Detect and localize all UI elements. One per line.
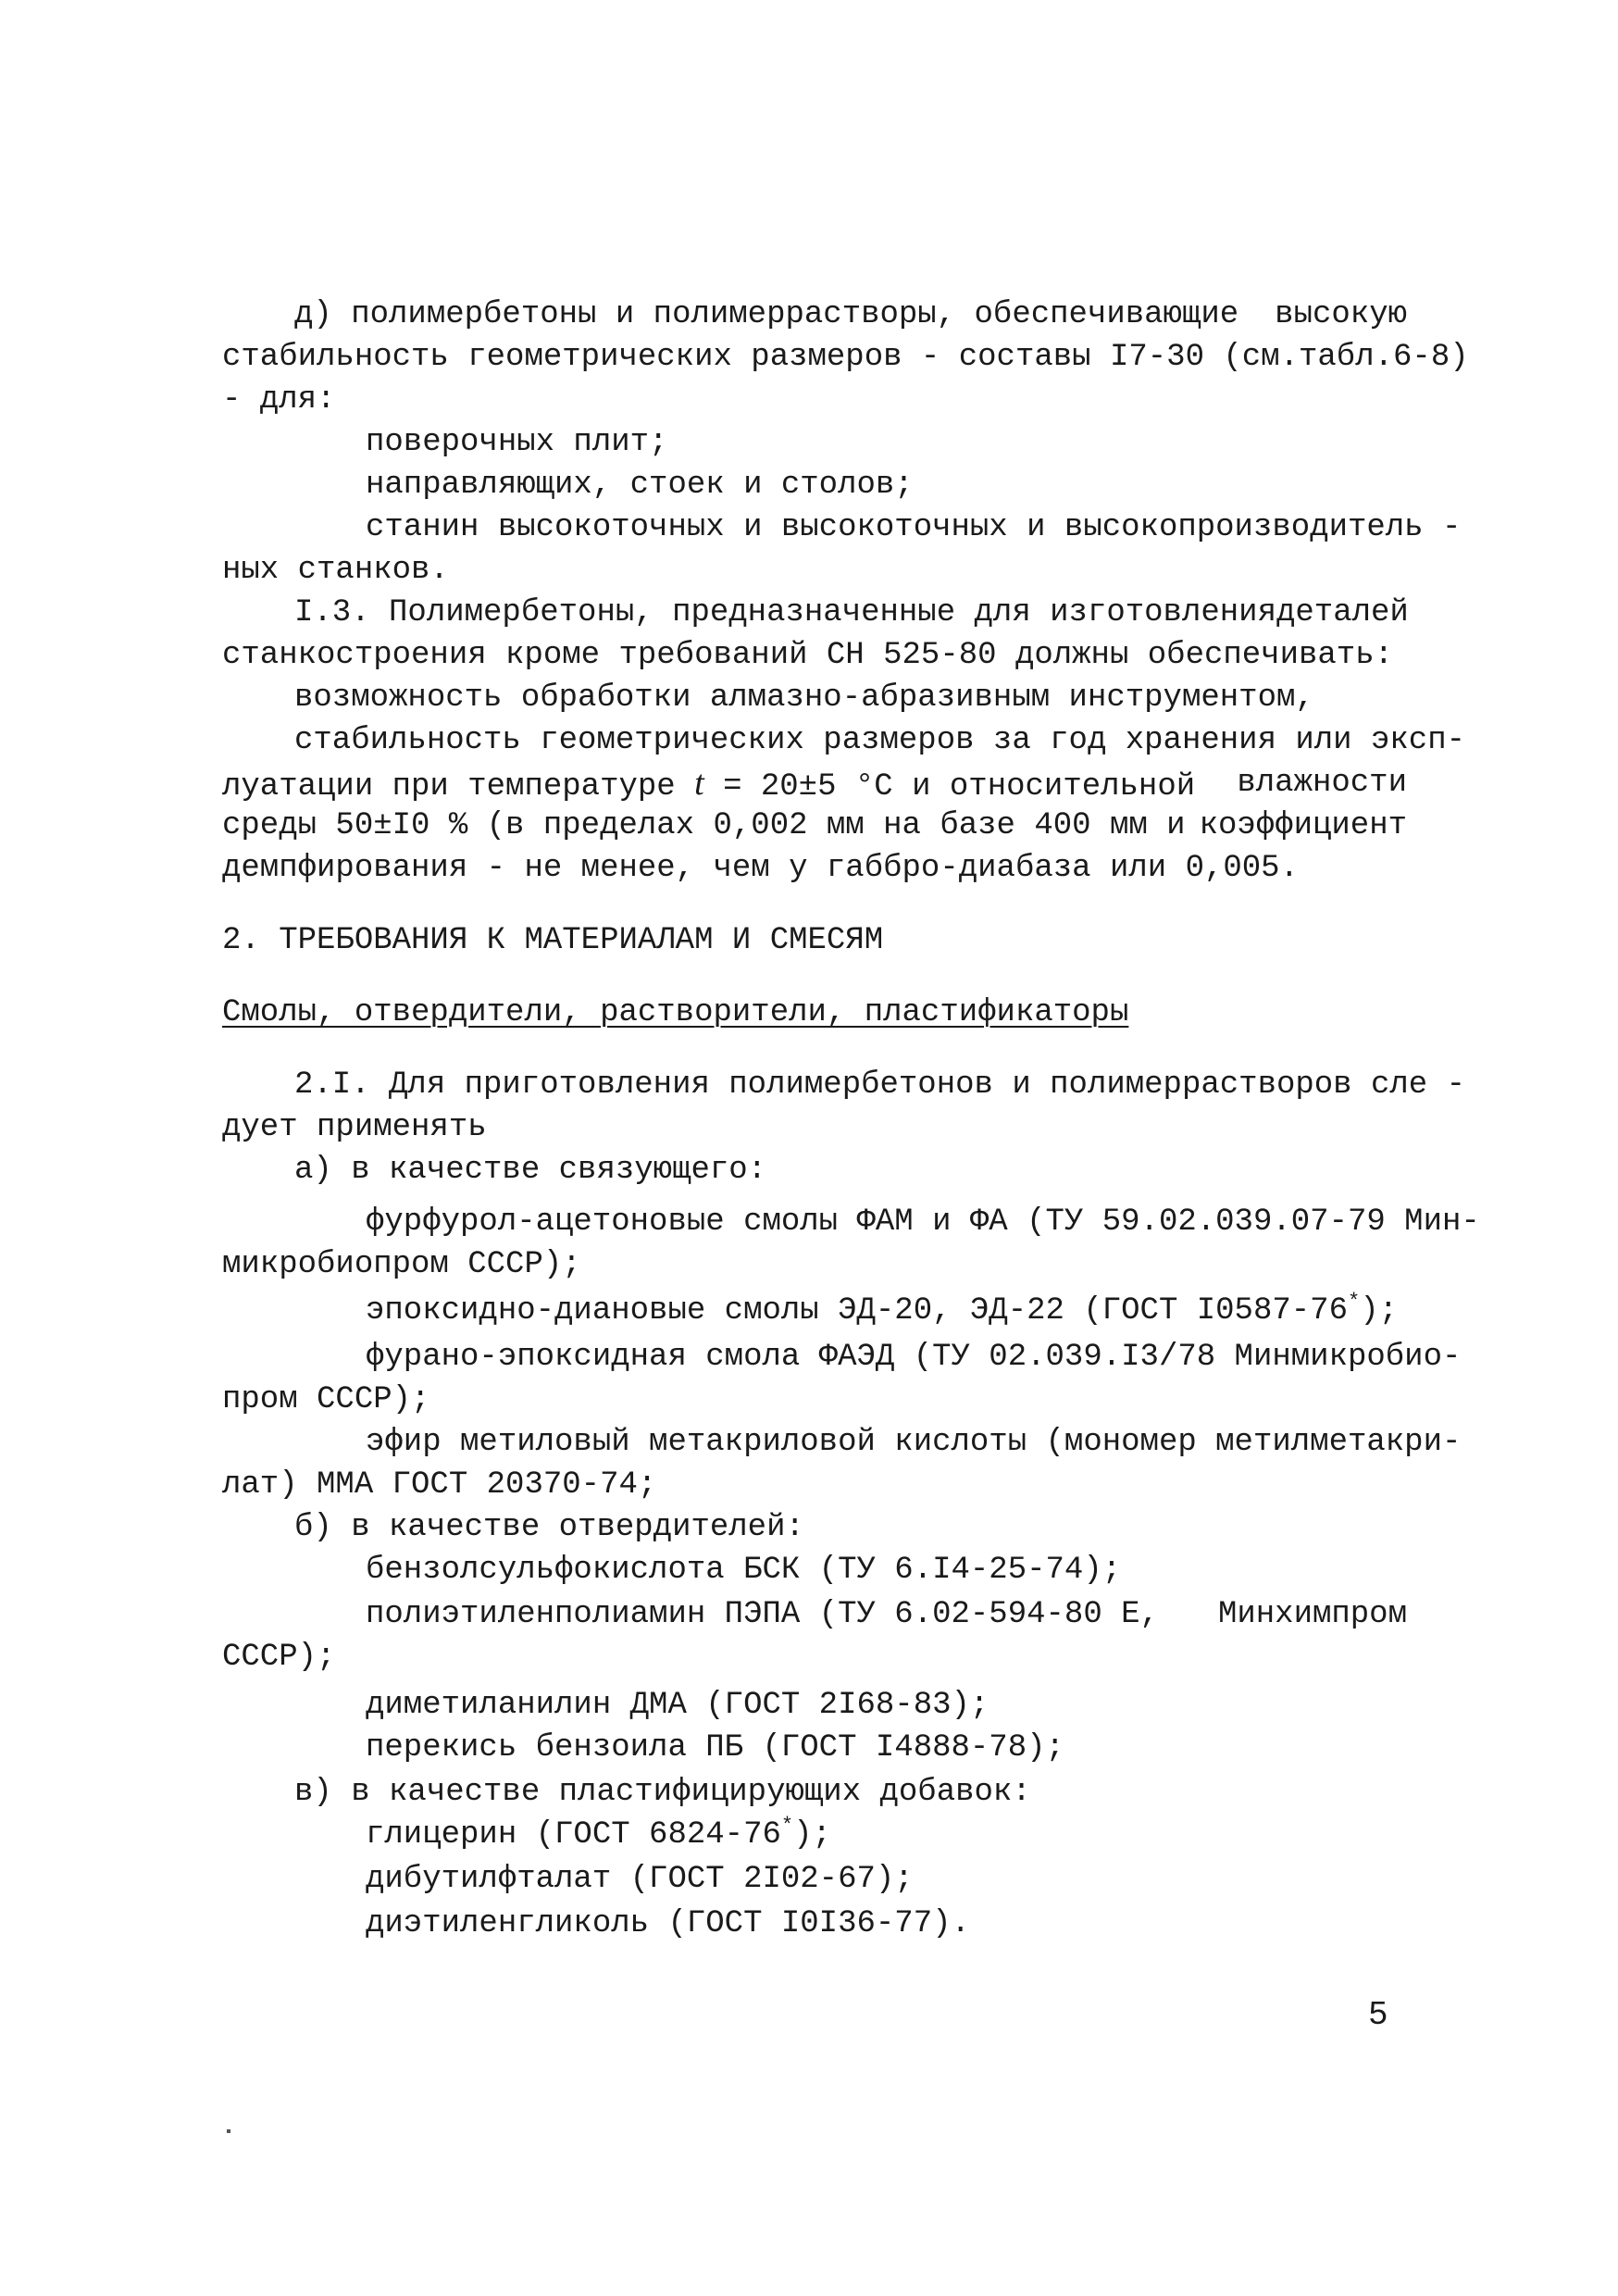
list-a-item-cont: лат) ММА ГОСТ 20370-74;	[222, 1467, 657, 1503]
item-d-line1	[294, 294, 1407, 335]
page-number: 5	[1368, 1996, 1388, 2034]
item-d-text-end: высокую	[1275, 297, 1407, 332]
list-v-heading: в) в качестве пластифицирующих добавок:	[294, 1775, 1031, 1810]
list-a-heading: а) в качестве связующего:	[294, 1153, 767, 1188]
scan-speck	[227, 2129, 230, 2133]
list-a-item: фурано-эпоксидная смола ФАЭД (ТУ 02.039.I3/78 Минмикробио-	[366, 1340, 1462, 1375]
item-d-text: д) полимербетоны и полимеррастворы, обеспечивающие	[294, 297, 1239, 332]
p13-text: I.3. Полимербетоны, предназначенные для изготовления	[294, 595, 1276, 630]
list-a-item-cont: пром СССР);	[222, 1382, 430, 1417]
list-a-item: фурфурол-ацетоновые смолы ФАМ и ФА (ТУ 59.02.039.07-79 Мин-	[366, 1204, 1480, 1240]
p13-line5-text	[222, 763, 1195, 807]
paragraph-1-3-line3: возможность обработки алмазно-абразивным инструментом,	[294, 680, 1314, 716]
list-b-item	[366, 1594, 1407, 1635]
a-2-text: эпоксидно-диановые смолы ЭД-20, ЭД-22 (ГОСТ I0587-76	[366, 1293, 1348, 1329]
p13-text-end: деталей	[1276, 595, 1409, 630]
item-d-line3: - для:	[222, 382, 336, 418]
p13-line6-end: коэффициент	[1199, 808, 1407, 843]
list-b-item: бензолсульфокислота БСК (ТУ 6.I4-25-74);	[366, 1553, 1122, 1588]
footnote-mark: *	[1347, 1290, 1361, 1314]
temperature-symbol: t	[694, 764, 704, 803]
subheading: Смолы, отвердители, растворители, пластификаторы	[222, 995, 1129, 1030]
list-v-item: диэтиленгликоль (ГОСТ I0I36-77).	[366, 1906, 970, 1941]
footnote-mark: *	[780, 1814, 794, 1838]
list-v-item: дибутилфталат (ГОСТ 2I02-67);	[366, 1862, 914, 1897]
list-v-item	[366, 1815, 831, 1855]
list-b-heading: б) в качестве отвердителей:	[294, 1510, 804, 1545]
v-1-text: глицерин (ГОСТ 6824-76	[366, 1817, 781, 1853]
a-2-end: );	[1360, 1293, 1398, 1329]
d-list-item: поверочных плит;	[366, 425, 668, 460]
v-1-end: );	[793, 1817, 831, 1853]
list-a-item-cont: микробиопром СССР);	[222, 1247, 581, 1282]
paragraph-1-3-line2: станкостроения кроме требований СН 525-80 должны обеспечивать:	[222, 638, 1394, 673]
p13-line5-b: = 20±5 °С и относительной	[723, 769, 1196, 805]
d-list-item-cont: ных станков.	[222, 553, 449, 588]
d-list-item: направляющих, стоек и столов;	[366, 468, 914, 503]
paragraph-2-1-line2: дует применять	[222, 1110, 487, 1145]
list-a-item	[366, 1291, 1398, 1331]
item-d-line2: стабильность геометрических размеров - составы I7-30 (см.табл.6-8)	[222, 340, 1469, 375]
paragraph-1-3-line6	[222, 805, 1407, 846]
p13-line5-end: влажности	[1237, 766, 1407, 801]
list-b-item: диметиланилин ДМА (ГОСТ 2I68-83);	[366, 1688, 989, 1723]
list-b-item: перекись бензоила ПБ (ГОСТ I4888-78);	[366, 1730, 1064, 1766]
p13-line6-text: среды 50±I0 % (в пределах 0,002 мм на базе 400 мм и	[222, 808, 1186, 843]
b-2-text: полиэтиленполиамин ПЭПА (ТУ 6.02-594-80 Е,	[366, 1597, 1159, 1632]
section-2-heading: 2. ТРЕБОВАНИЯ К МАТЕРИАЛАМ И СМЕСЯМ	[222, 923, 884, 958]
list-b-item-cont: СССР);	[222, 1640, 336, 1675]
paragraph-1-3-line4: стабильность геометрических размеров за год хранения или эксп-	[294, 723, 1466, 758]
paragraph-1-3-line7: демпфирования - не менее, чем у габбро-диабаза или 0,005.	[222, 851, 1299, 886]
paragraph-2-1-line1: 2.I. Для приготовления полимербетонов и полимеррастворов сле -	[294, 1067, 1466, 1103]
p13-line5-a: луатации при температуре	[222, 769, 676, 805]
paragraph-1-3-line5	[222, 763, 1407, 807]
d-list-item: станин высокоточных и высокоточных и высокопроизводитель -	[366, 510, 1462, 545]
paragraph-1-3-line1	[294, 593, 1407, 633]
b-2-end: Минхимпром	[1217, 1597, 1407, 1632]
list-a-item: эфир метиловый метакриловой кислоты (мономер метилметакри-	[366, 1425, 1462, 1460]
